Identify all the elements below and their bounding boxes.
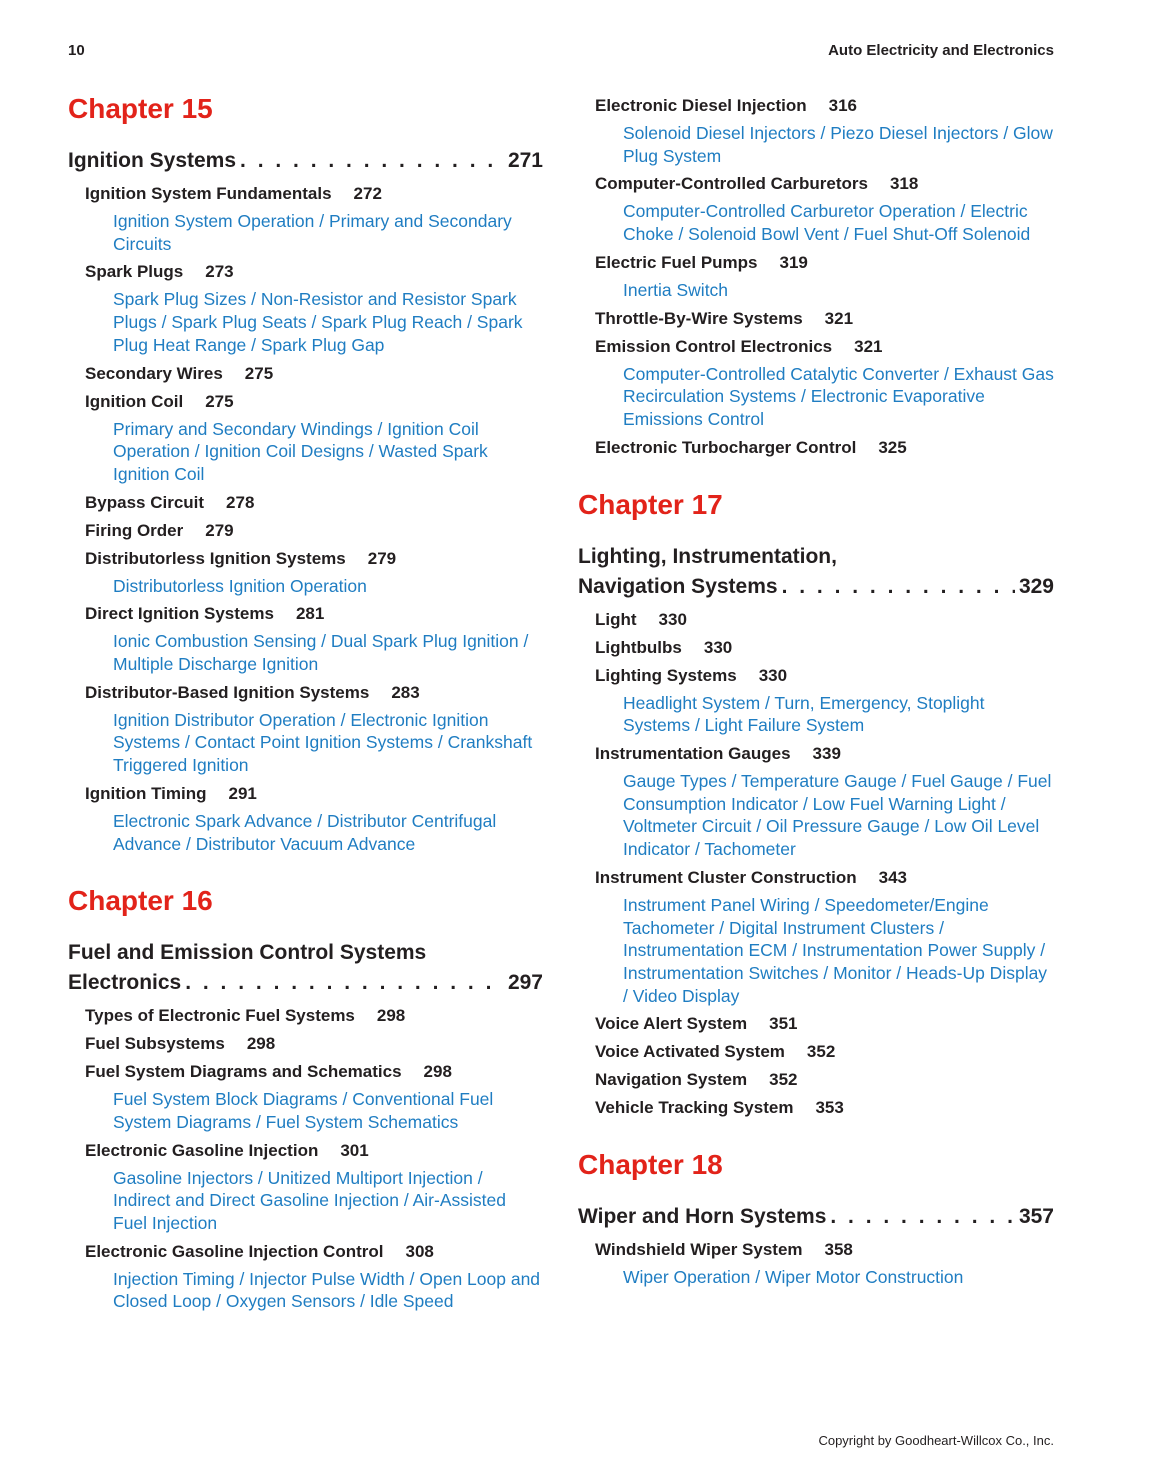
chapter-15-title (68, 146, 543, 176)
left-column (68, 92, 543, 1316)
topic-list: Inertia Switch (623, 279, 729, 300)
topic-list: Distributorless Ignition Operation (113, 575, 367, 596)
dot-leader (782, 572, 1015, 602)
topic-list: Primary and Secondary Windings / Ignition Coil Operation / Ignition Coil Designs / Wasted Spark Ignition Coil (113, 418, 488, 484)
section-entry: Instrument Cluster Construction 343 (595, 867, 907, 887)
topic-list: Computer-Controlled Carburetor Operation / Electric Choke / Solenoid Bowl Vent / Fuel Shut-Off Solenoid (623, 201, 1031, 245)
section-entry: Ignition Timing 291 (85, 783, 257, 803)
topic-list: Injection Timing / Injector Pulse Width / Open Loop and Closed Loop / Oxygen Sensors / Idle Speed (113, 1268, 541, 1312)
page-number: 10 (68, 42, 85, 59)
section-entry: Types of Electronic Fuel Systems 298 (85, 1006, 406, 1026)
section-entry: Lighting Systems 330 (595, 665, 788, 685)
section-entry: Electronic Gasoline Injection Control 308 (85, 1241, 434, 1261)
section-entry: Throttle-By-Wire Systems 321 (595, 308, 854, 328)
topic-list: Ionic Combustion Sensing / Dual Spark Plug Ignition / Multiple Discharge Ignition (113, 631, 529, 675)
chapter-18-title (578, 1202, 1054, 1232)
chapter-18-heading: Chapter 18 (578, 1149, 723, 1181)
topic-list: Solenoid Diesel Injectors / Piezo Diesel Injectors / Glow Plug System (623, 123, 1053, 166)
section-entry: Secondary Wires 275 (85, 363, 274, 383)
section-entry: Bypass Circuit 278 (85, 492, 255, 512)
section-entry: Electronic Diesel Injection 316 (595, 96, 857, 115)
chapter-title-text: Fuel and Emission Control Systems (68, 941, 427, 965)
section-entry: Electric Fuel Pumps 319 (595, 252, 808, 272)
chapter-15-heading: Chapter 15 (68, 93, 213, 124)
topic-list: Headlight System / Turn, Emergency, Stoplight Systems / Light Failure System (623, 692, 985, 736)
section-entry: Electronic Turbocharger Control 325 (595, 437, 907, 457)
chapter-title-text: Lighting, Instrumentation, (578, 544, 837, 568)
topic-list: Fuel System Block Diagrams / Conventional Fuel System Diagrams / Fuel System Schematics (113, 1089, 494, 1132)
chapter-16-title (68, 938, 543, 998)
section-entry: Vehicle Tracking System 353 (595, 1098, 844, 1118)
section-entry: Fuel System Diagrams and Schematics 298 (85, 1062, 452, 1082)
chapter-17-title (578, 542, 1054, 602)
section-entry: Instrumentation Gauges 339 (595, 744, 841, 764)
topic-list: Gauge Types / Temperature Gauge / Fuel Gauge / Fuel Consumption Indicator / Low Fuel Warning Light / Voltmeter Circuit / Oil Pressure Gauge / Low Oil Level Indicator / Tachometer (623, 771, 1052, 860)
section-entry: Ignition System Fundamentals 272 (85, 184, 382, 203)
dot-leader (185, 968, 504, 998)
section-entry: Computer-Controlled Carburetors 318 (595, 174, 919, 194)
chapter-16-heading: Chapter 16 (68, 885, 213, 917)
topic-list: Ignition Distributor Operation / Electronic Ignition Systems / Contact Point Ignition Systems / Crankshaft Triggered Ignition (113, 709, 533, 776)
section-entry: Windshield Wiper System 358 (595, 1240, 853, 1260)
chapter-title-text: Navigation Systems (578, 574, 778, 598)
section-entry: Spark Plugs 273 (85, 262, 234, 282)
section-entry: Fuel Subsystems 298 (85, 1034, 276, 1054)
copyright-footer: Copyright by Goodheart-Willcox Co., Inc. (818, 1433, 1054, 1448)
topic-list: Wiper Operation / Wiper Motor Construction (623, 1267, 964, 1288)
dot-leader (240, 146, 504, 176)
section-entry: Ignition Coil 275 (85, 391, 234, 411)
section-entry: Voice Alert System 351 (595, 1014, 798, 1034)
chapter-page: 329 (1018, 574, 1054, 598)
chapter-page: 297 (507, 971, 543, 995)
right-column (578, 92, 1054, 1292)
chapter-title-text: Electronics (68, 971, 182, 995)
chapter-title-text: Ignition Systems (68, 149, 237, 172)
section-entry: Voice Activated System 352 (595, 1042, 836, 1062)
section-entry: Light 330 (595, 609, 687, 629)
dot-leader (830, 1202, 1015, 1232)
section-entry: Emission Control Electronics 321 (595, 336, 883, 356)
topic-list: Computer-Controlled Catalytic Converter / Exhaust Gas Recirculation Systems / Electronic Evaporative Emissions Control (623, 363, 1054, 429)
topic-list: Spark Plug Sizes / Non-Resistor and Resistor Spark Plugs / Spark Plug Seats / Spark Plug Reach / Spark Plug Heat Range / Spark Plug Gap (113, 289, 523, 355)
section-entry: Electronic Gasoline Injection 301 (85, 1140, 369, 1160)
section-entry: Distributorless Ignition Systems 279 (85, 548, 397, 568)
topic-list: Gasoline Injectors / Unitized Multiport Injection / Indirect and Direct Gasoline Injection / Air-Assisted Fuel Injection (113, 1167, 506, 1234)
section-entry: Firing Order 279 (85, 520, 234, 540)
section-entry: Lightbulbs 330 (595, 637, 733, 657)
section-entry: Distributor-Based Ignition Systems 283 (85, 682, 420, 702)
chapter-title-text: Wiper and Horn Systems (578, 1205, 827, 1229)
chapter-page: 271 (507, 149, 543, 172)
section-entry: Navigation System 352 (595, 1070, 798, 1090)
chapter-17-heading: Chapter 17 (578, 488, 723, 520)
topic-list: Electronic Spark Advance / Distributor Centrifugal Advance / Distributor Vacuum Advance (113, 810, 497, 854)
chapter-page: 357 (1018, 1205, 1054, 1229)
topic-list: Ignition System Operation / Primary and Secondary Circuits (113, 211, 512, 254)
topic-list: Instrument Panel Wiring / Speedometer/Engine Tachometer / Digital Instrument Clusters / Instrumentation ECM / Instrumentation Power Supply / Instrumentation Switches / Monitor / Heads-Up Display / Video Display (623, 894, 1048, 1006)
section-entry: Direct Ignition Systems 281 (85, 604, 325, 624)
running-header-title: Auto Electricity and Electronics (828, 42, 1054, 59)
